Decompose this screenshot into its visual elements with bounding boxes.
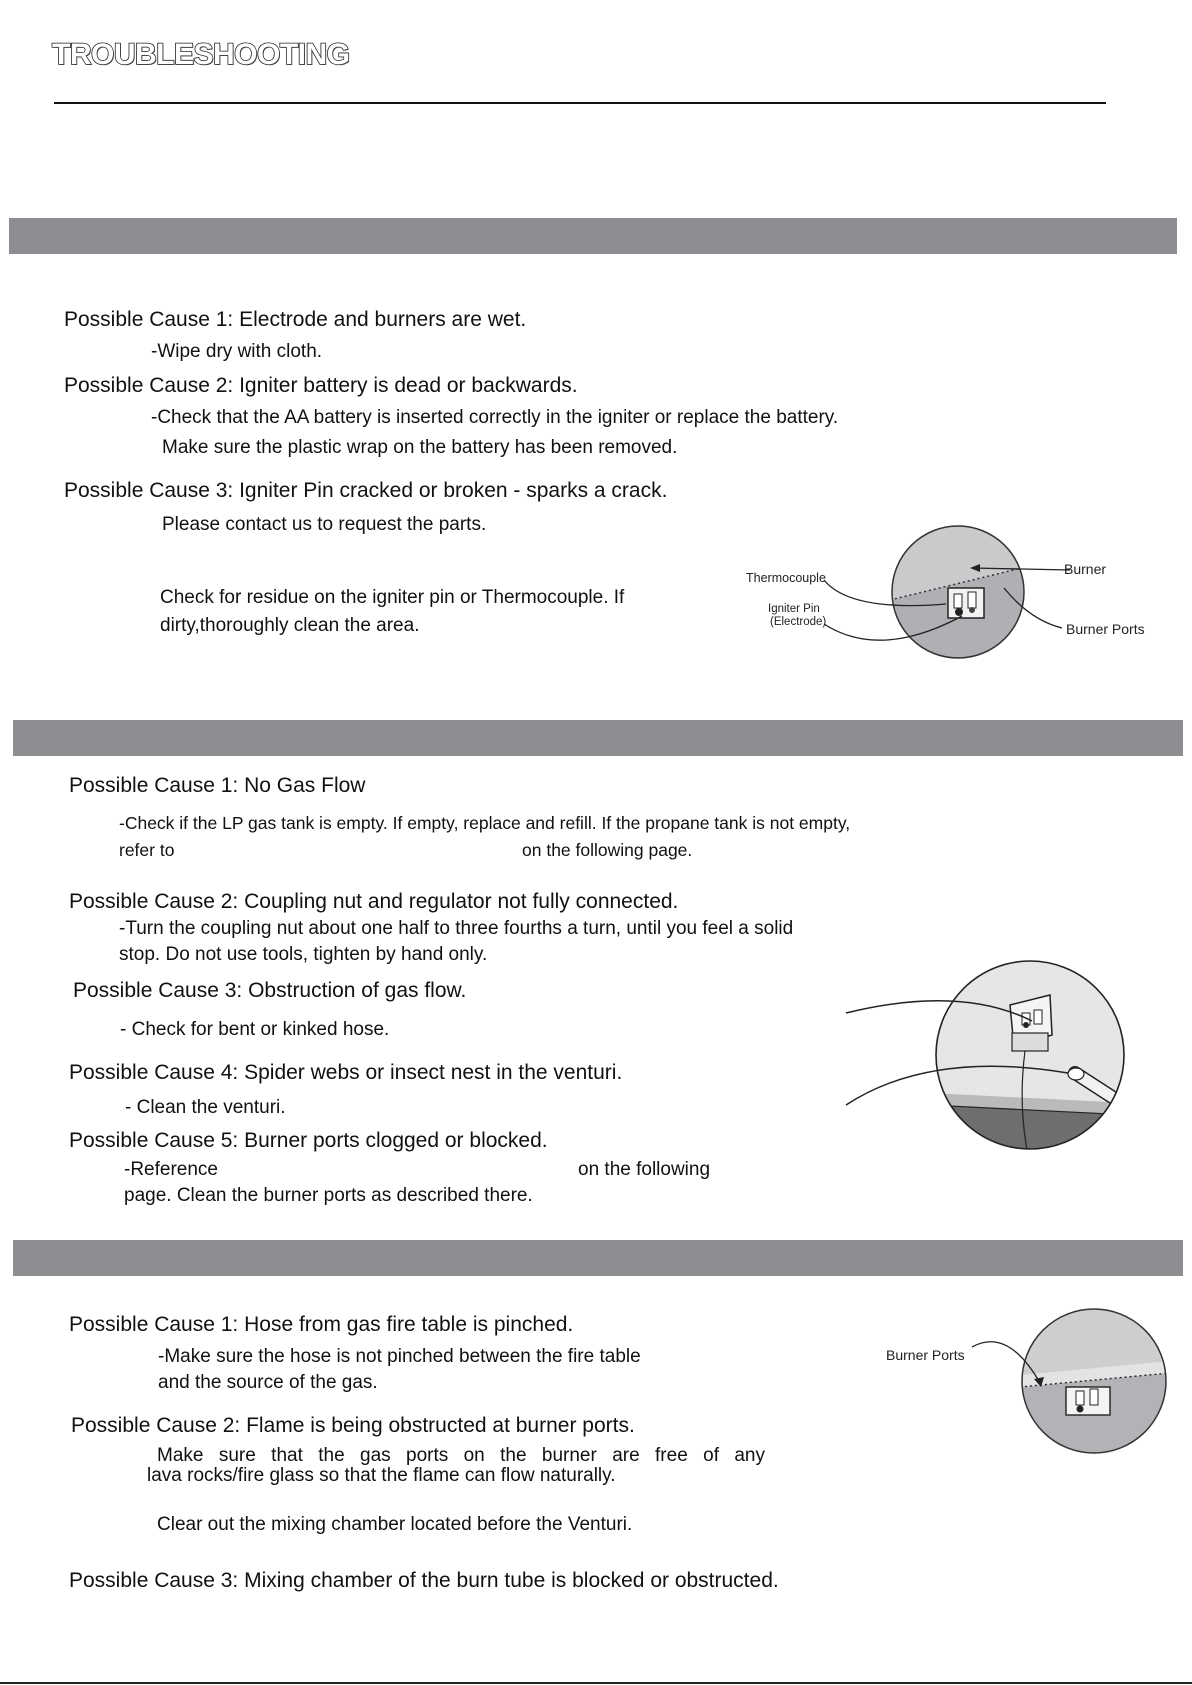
s2-cause-1-note-1: -Check if the LP gas tank is empty. If empty, replace and refill. If the propane tank is not empty, [119, 813, 851, 833]
s3-cause-1-note-2: and the source of the gas. [158, 1372, 378, 1393]
s2-cause-5-note-2: on the following [578, 1159, 711, 1180]
label-electrode: (Electrode) [770, 616, 827, 628]
igniter-burner-figure [740, 520, 1160, 670]
s2-cause-1-heading: Possible Cause 1: No Gas Flow [69, 774, 366, 797]
label-igniter-pin: Igniter Pin [768, 603, 820, 615]
venturi-figure [840, 955, 1140, 1155]
s1-cause-3-heading: Possible Cause 3: Igniter Pin cracked or broken - sparks a crack. [64, 479, 668, 502]
s2-cause-2-note-1: -Turn the coupling nut about one half to three fourths a turn, until you feel a solid [119, 918, 794, 939]
s2-cause-2-heading: Possible Cause 2: Coupling nut and regulator not fully connected. [69, 890, 679, 913]
s3-cause-1-heading: Possible Cause 1: Hose from gas fire table is pinched. [69, 1313, 574, 1336]
s2-cause-4-note: - Clean the venturi. [125, 1097, 286, 1118]
s1-cause-3-note-1: Please contact us to request the parts. [162, 514, 487, 535]
section-1-header-band [9, 218, 1177, 254]
label-burner-ports: Burner Ports [1066, 621, 1145, 637]
section-3-header-band [13, 1240, 1183, 1276]
s3-cause-1-note-1: -Make sure the hose is not pinched between the fire table [158, 1346, 641, 1367]
s2-cause-1-note-2: refer to [119, 840, 175, 860]
section-2-header-band [13, 720, 1183, 756]
s2-cause-1-note-3: on the following page. [522, 840, 693, 860]
title-divider [54, 102, 1106, 104]
s3-cause-2-note-3: Clear out the mixing chamber located before the Venturi. [157, 1514, 633, 1535]
s2-cause-4-heading: Possible Cause 4: Spider webs or insect nest in the venturi. [69, 1061, 623, 1084]
footer-divider [0, 1682, 1192, 1684]
s3-cause-2-note-2: lava rocks/fire glass so that the flame can flow naturally. [147, 1465, 616, 1486]
s3-cause-2-heading: Possible Cause 2: Flame is being obstructed at burner ports. [71, 1414, 635, 1437]
s1-cause-2-note-1: -Check that the AA battery is inserted correctly in the igniter or replace the battery. [151, 407, 839, 428]
s2-cause-5-heading: Possible Cause 5: Burner ports clogged or blocked. [69, 1129, 548, 1152]
s2-cause-2-note-2: stop. Do not use tools, tighten by hand only. [119, 944, 488, 965]
s1-cause-3-note-3: dirty,thoroughly clean the area. [160, 615, 420, 636]
label-burner: Burner [1064, 561, 1107, 577]
s2-cause-3-note: - Check for bent or kinked hose. [120, 1019, 390, 1040]
s1-cause-3-note-2: Check for residue on the igniter pin or Thermocouple. If [160, 587, 625, 608]
s2-cause-3-heading: Possible Cause 3: Obstruction of gas flow. [73, 979, 467, 1002]
s1-cause-2-heading: Possible Cause 2: Igniter battery is dead or backwards. [64, 374, 578, 397]
s1-cause-2-note-2: Make sure the plastic wrap on the battery has been removed. [162, 437, 678, 458]
s2-cause-5-note-1: -Reference [124, 1159, 218, 1180]
s2-cause-5-note-3: page. Clean the burner ports as described there. [124, 1185, 533, 1206]
s1-cause-1-note: -Wipe dry with cloth. [151, 341, 323, 362]
s3-cause-3-heading: Possible Cause 3: Mixing chamber of the burn tube is blocked or obstructed. [69, 1569, 779, 1592]
s1-cause-1-heading: Possible Cause 1: Electrode and burners are wet. [64, 308, 527, 331]
page-title: TROUBLESHOOTING [52, 38, 350, 71]
label-thermocouple: Thermocouple [746, 571, 826, 585]
s3-cause-2-note-1: Make sure that the gas ports on the burner are free of any [157, 1445, 765, 1466]
burner-ports-figure [880, 1305, 1170, 1465]
label-burner-ports-2: Burner Ports [886, 1347, 965, 1363]
